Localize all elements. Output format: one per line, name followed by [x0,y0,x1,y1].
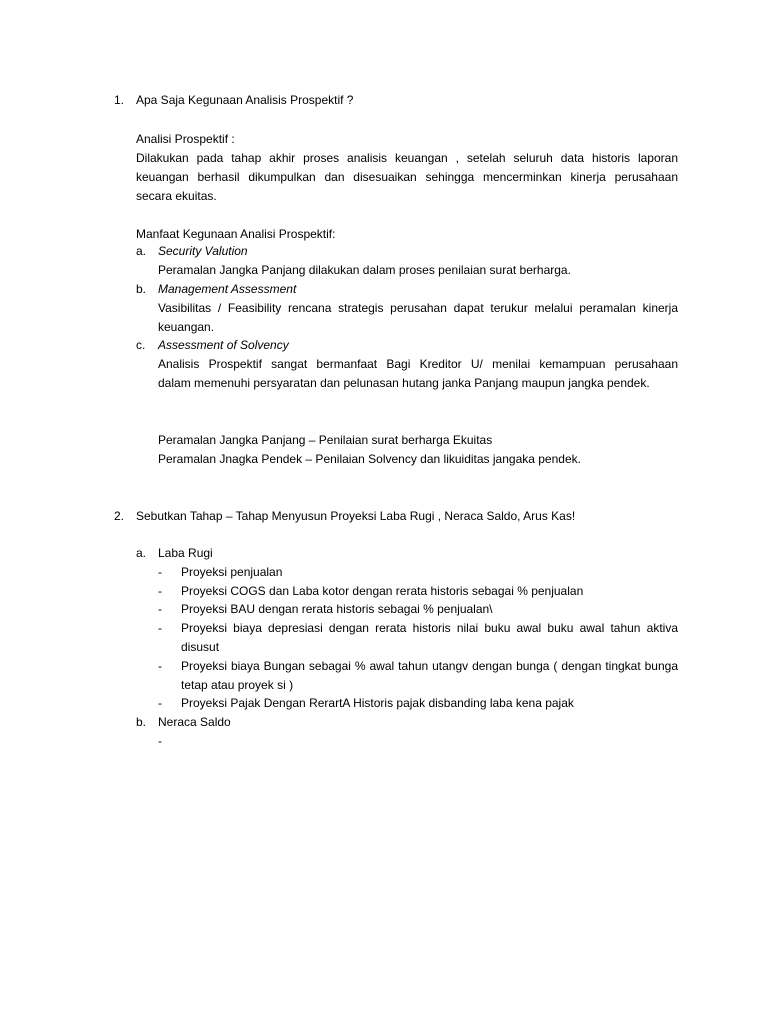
bullet-line: Proyeksi biaya depresiasi dengan rerata historis nilai buku awal buku awal tahun aktiva [181,621,678,635]
item-c-title: Assessment of Solvency [158,338,289,352]
paragraph-line-3: secara ekuitas. [136,189,217,203]
summary-line-2: Peramalan Jnagka Pendek – Penilaian Solvency dan likuiditas jangaka pendek. [158,452,581,466]
item-c-line-1: Analisis Prospektif sangat bermanfaat Bagi Kreditor U/ menilai kemampuan perusahaan [158,357,678,371]
item-b-label: b. [136,282,147,296]
question-2-title: Sebutkan Tahap – Tahap Menyusun Proyeksi Laba Rugi , Neraca Saldo, Arus Kas! [136,509,576,523]
bullet-line: Proyeksi biaya Bungan sebagai % awal tahun utangv dengan bunga ( dengan tingkat bunga [181,659,678,673]
section-a-title: Laba Rugi [158,546,213,560]
bullet-dash: - [158,621,162,635]
bullet-line: Proyeksi Pajak Dengan RerartA Historis pajak disbanding laba kena pajak [181,696,574,710]
bullet-line-continued: disusut [181,640,220,654]
item-a-title: Security Valution [158,244,248,258]
bullet-line: Proyeksi COGS dan Laba kotor dengan rerata historis sebagai % penjualan [181,584,584,598]
bullet-dash: - [158,696,162,710]
question-1-title: Apa Saja Kegunaan Analisis Prospektif ? [136,93,354,107]
item-c-line-2: dalam memenuhi persyaratan dan pelunasan hutang janka Panjang maupun jangka pendek. [158,376,650,390]
bullet-dash: - [158,659,162,673]
summary-line-1: Peramalan Jangka Panjang – Penilaian surat berharga Ekuitas [158,433,493,447]
question-1-number: 1. [114,93,125,107]
bullet-dash: - [158,734,162,748]
paragraph-line-1: Dilakukan pada tahap akhir proses analisis keuangan , setelah seluruh data historis laporan [136,151,678,165]
question-2-number: 2. [114,509,125,523]
manfaat-heading: Manfaat Kegunaan Analisi Prospektif: [136,227,336,241]
item-b-line-1: Vasibilitas / Feasibility rencana strategis perusahan dapat terukur melalui peramalan kinerja [158,301,678,315]
paragraph-line-2: keuangan berhasil dikumpulkan dan disesuaikan sehingga mencerminkan kinerja perusahaan [136,170,678,184]
bullet-dash: - [158,565,162,579]
item-b-line-2: keuangan. [158,320,215,334]
bullet-line: Proyeksi penjualan [181,565,283,579]
bullet-line-continued: tetap atau proyek si ) [181,678,294,692]
analysis-heading: Analisi Prospektif : [136,132,235,146]
item-c-label: c. [136,338,146,352]
section-a-label: a. [136,546,147,560]
item-a-label: a. [136,244,147,258]
bullet-dash: - [158,602,162,616]
item-b-title: Management Assessment [158,282,297,296]
section-b-title: Neraca Saldo [158,715,231,729]
bullet-line: Proyeksi BAU dengan rerata historis sebagai % penjualan\ [181,602,493,616]
item-a-line-1: Peramalan Jangka Panjang dilakukan dalam proses penilaian surat berharga. [158,263,571,277]
bullet-dash: - [158,584,162,598]
section-b-label: b. [136,715,147,729]
